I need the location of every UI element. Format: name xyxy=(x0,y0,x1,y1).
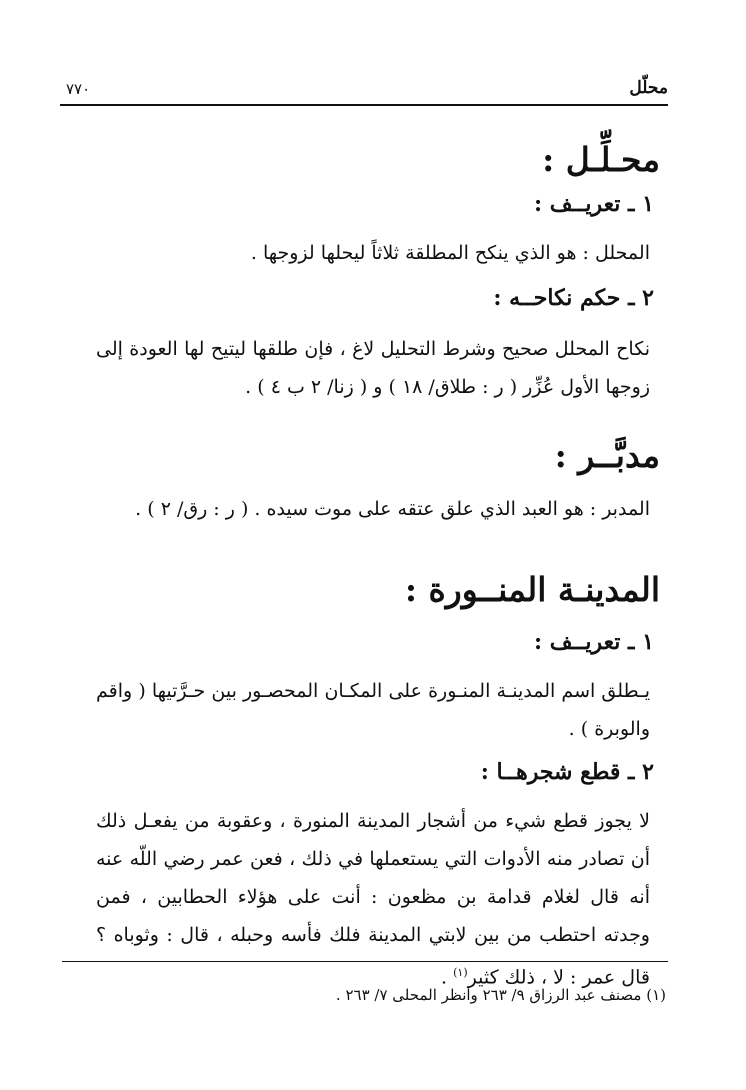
running-header xyxy=(60,78,668,106)
paragraph-cutting-trees-text: لا يجوز قطع شيء من أشجار المدينة المنورة ، وعقوبة من يفعـل ذلك أن تصادر منه الأدوات التي يستعملها في ذلك ، فعن عمر رضي اللّه عنه أنه قال لغلام قدامة بن مظعون : أنت على هؤلاء الحطابين ، فمن وجدته احتطب من بين لابتي المدينة فلك فأسه وحبله ، قال : وثوباه ؟ قال عمر : لا ، ذلك كثير xyxy=(96,810,650,989)
subheading-definition: ١ ـ تعريــف : xyxy=(533,191,654,217)
subheading-madina-definition: ١ ـ تعريــف : xyxy=(533,629,654,655)
paragraph-cutting-trees xyxy=(96,802,650,996)
entry-heading-madina: المدينـة المنــورة : xyxy=(404,570,660,609)
entry-heading-mudabbar: مدبَّــر : xyxy=(554,436,660,475)
footnote-reference[interactable]: (١) xyxy=(453,966,468,979)
footnote-separator xyxy=(62,961,668,962)
header-title: محلّل xyxy=(629,78,668,98)
footnote: (١) مصنف عبد الرزاق ٩/ ٢٦٣ وانظر المحلى ٧/ ٢٦٣ . xyxy=(335,986,666,1004)
page-number: ٧٧٠ xyxy=(66,80,91,98)
subheading-marriage-ruling: ٢ ـ حكم نكاحــه : xyxy=(493,285,654,311)
entry-heading-muhallil: محـلِّـل : xyxy=(542,140,660,179)
paragraph-mudabbar: المدبر : هو العبد الذي علق عتقه على موت سيده . ( ر : رق/ ٢ ) . xyxy=(135,498,650,520)
subheading-cutting-trees: ٢ ـ قطع شجرهــا : xyxy=(480,759,654,785)
paragraph-cutting-trees-end: . xyxy=(441,966,454,989)
paragraph-marriage-ruling: نكاح المحلل صحيح وشرط التحليل لاغ ، فإن طلقها ليتيح لها العودة إلى زوجها الأول عُزِّر ( ر : طلاق/ ١٨ ) و ( زنا/ ٢ ب ٤ ) . xyxy=(96,338,650,398)
paragraph-madina-definition: يـطلق اسم المدينـة المنـورة على المكـان المحصـور بين حـرَّتيها ( واقم والوبرة ) . xyxy=(96,680,650,740)
paragraph-definition: المحلل : هو الذي ينكح المطلقة ثلاثاً ليحلها لزوجها . xyxy=(250,242,650,264)
